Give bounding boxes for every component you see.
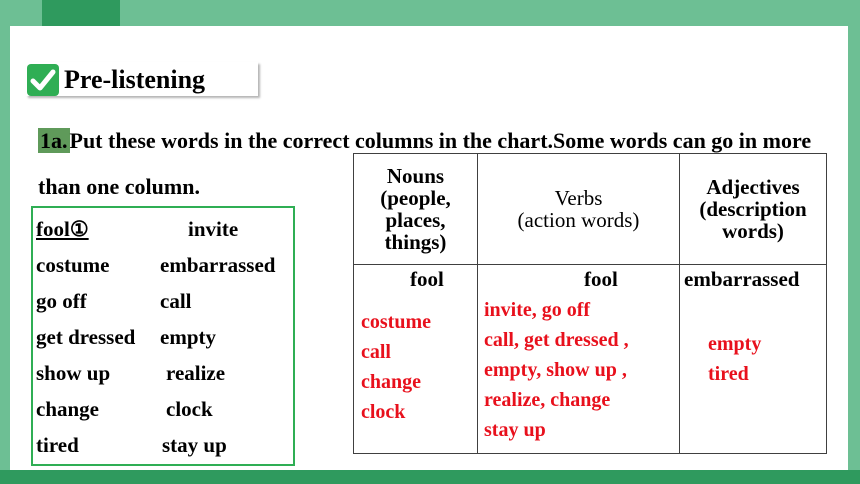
instruction-body: Put these words in the correct columns in the chart.Some words can go in more than one column.: [38, 128, 812, 199]
chart-header-row: [354, 154, 827, 265]
word-bank-item: stay up: [162, 433, 227, 457]
word-bank-item: costume: [36, 253, 110, 277]
answers-verbs: invite, go off call, get dressed , empty, show up , realize, change stay up: [484, 299, 629, 441]
bottom-decoration-band: [0, 470, 860, 484]
section-title: Pre-listening: [64, 65, 206, 94]
example-adjective: embarrassed: [684, 267, 800, 291]
cell-nouns: [354, 265, 478, 454]
word-bank-item: clock: [166, 397, 213, 421]
word-bank-item: embarrassed: [160, 253, 276, 277]
word-bank-item: fool①: [36, 217, 89, 241]
instruction-number: 1a.: [40, 128, 68, 153]
cell-verbs: [478, 265, 680, 454]
word-bank-item: change: [36, 397, 99, 421]
chart-body-row: [354, 265, 827, 454]
header-nouns: Nouns (people, places, things): [354, 154, 478, 265]
check-icon: [27, 64, 59, 96]
word-bank-item: show up: [36, 361, 111, 385]
word-bank-item: invite: [188, 217, 239, 241]
word-bank-item: tired: [36, 433, 79, 457]
example-verb: fool: [584, 267, 618, 291]
header-adjectives: Adjectives (description words): [680, 154, 827, 265]
word-chart: [353, 153, 827, 454]
word-bank-item: call: [160, 289, 192, 313]
top-decoration-tab: [42, 0, 120, 26]
example-noun: fool: [410, 267, 444, 291]
cell-adjectives: [680, 265, 827, 454]
answers-adjectives: empty tired: [708, 333, 762, 385]
word-bank-item: empty: [160, 325, 216, 349]
answers-nouns: costume call change clock: [361, 311, 431, 423]
header-verbs: Verbs (action words): [478, 154, 680, 265]
word-bank-item: go off: [36, 289, 87, 313]
word-bank-item: realize: [166, 361, 226, 385]
word-bank-item: get dressed: [36, 325, 136, 349]
